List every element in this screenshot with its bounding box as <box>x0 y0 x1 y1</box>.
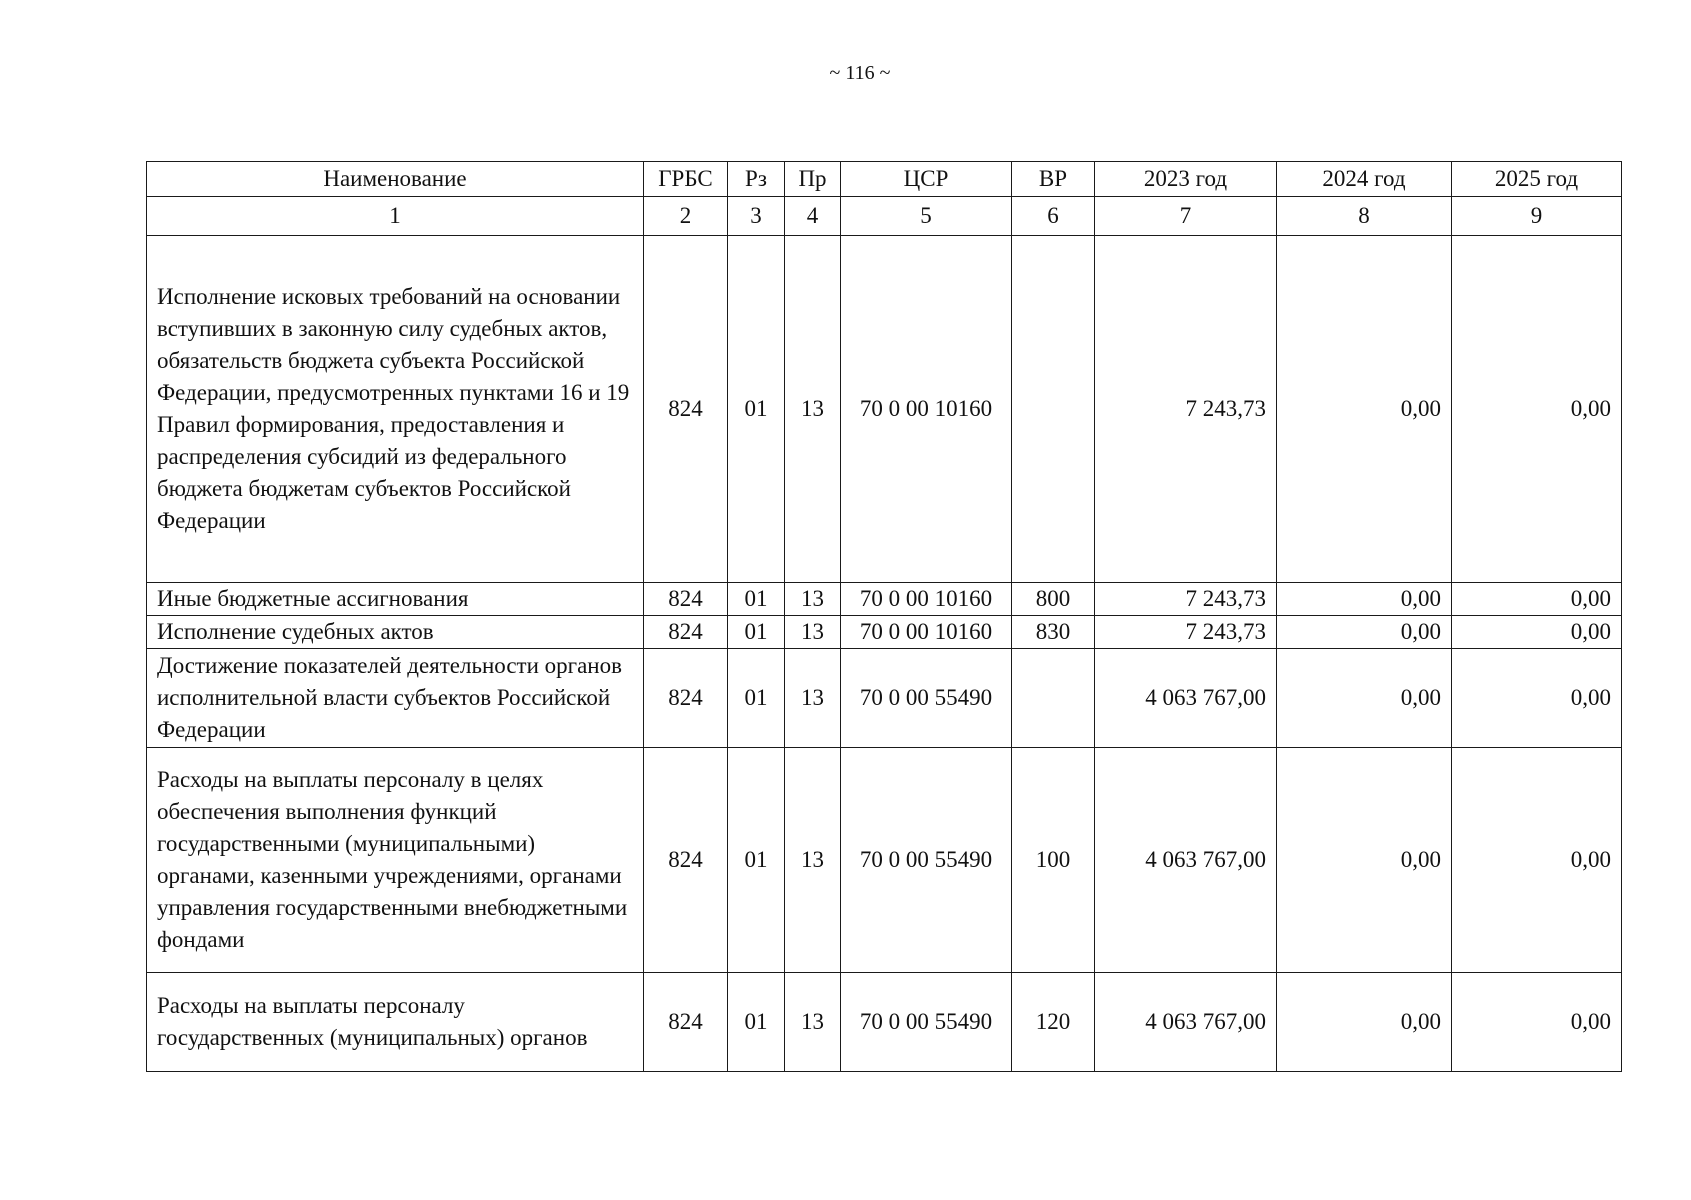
row-vr: 830 <box>1012 616 1095 649</box>
header-vr: ВР <box>1012 162 1095 197</box>
row-2025: 0,00 <box>1452 973 1622 1072</box>
header-pr: Пр <box>785 162 841 197</box>
row-csr: 70 0 00 55490 <box>841 649 1012 748</box>
column-number: 9 <box>1452 197 1622 236</box>
page-number: ~ 116 ~ <box>829 62 891 84</box>
header-2025: 2025 год <box>1452 162 1622 197</box>
row-csr: 70 0 00 10160 <box>841 616 1012 649</box>
row-2023: 7 243,73 <box>1095 236 1277 583</box>
row-name: Исполнение исковых требований на основании вступивших в законную силу судебных актов, обязательств бюджета субъекта Российской Федерации, предусмотренных пунктами 16 и 19 Правил формирования, предоставления и распределения субсидий из федерального бюджета бюджетам субъектов Российской Федерации <box>147 236 644 583</box>
row-2024: 0,00 <box>1277 236 1452 583</box>
row-csr: 70 0 00 10160 <box>841 583 1012 616</box>
column-number: 1 <box>147 197 644 236</box>
row-2024: 0,00 <box>1277 616 1452 649</box>
row-name: Расходы на выплаты персоналу в целях обеспечения выполнения функций государственными (муниципальными) органами, казенными учреждениями, органами управления государственными внебюджетными фондами <box>147 748 644 973</box>
column-number: 8 <box>1277 197 1452 236</box>
column-number: 4 <box>785 197 841 236</box>
column-number: 2 <box>644 197 728 236</box>
row-name: Расходы на выплаты персоналу государственных (муниципальных) органов <box>147 973 644 1072</box>
row-vr <box>1012 236 1095 583</box>
header-grbs: ГРБС <box>644 162 728 197</box>
row-grbs: 824 <box>644 583 728 616</box>
budget-table <box>146 161 1622 1072</box>
row-pr: 13 <box>785 649 841 748</box>
row-name: Достижение показателей деятельности органов исполнительной власти субъектов Российской Федерации <box>147 649 644 748</box>
column-number: 5 <box>841 197 1012 236</box>
header-rz: Рз <box>728 162 785 197</box>
row-2024: 0,00 <box>1277 973 1452 1072</box>
table-row <box>147 616 1622 649</box>
row-pr: 13 <box>785 748 841 973</box>
table-row <box>147 583 1622 616</box>
row-rz: 01 <box>728 649 785 748</box>
row-csr: 70 0 00 55490 <box>841 973 1012 1072</box>
table-header-row <box>147 162 1622 197</box>
row-pr: 13 <box>785 973 841 1072</box>
row-grbs: 824 <box>644 973 728 1072</box>
row-vr: 800 <box>1012 583 1095 616</box>
column-number: 7 <box>1095 197 1277 236</box>
row-2025: 0,00 <box>1452 236 1622 583</box>
header-csr: ЦСР <box>841 162 1012 197</box>
row-grbs: 824 <box>644 236 728 583</box>
header-2023: 2023 год <box>1095 162 1277 197</box>
row-2023: 4 063 767,00 <box>1095 649 1277 748</box>
row-rz: 01 <box>728 748 785 973</box>
row-rz: 01 <box>728 973 785 1072</box>
row-pr: 13 <box>785 616 841 649</box>
row-rz: 01 <box>728 236 785 583</box>
column-number-row <box>147 197 1622 236</box>
row-2025: 0,00 <box>1452 583 1622 616</box>
row-grbs: 824 <box>644 748 728 973</box>
header-2024: 2024 год <box>1277 162 1452 197</box>
row-grbs: 824 <box>644 649 728 748</box>
row-2023: 7 243,73 <box>1095 583 1277 616</box>
row-2025: 0,00 <box>1452 748 1622 973</box>
column-number: 6 <box>1012 197 1095 236</box>
row-name: Исполнение судебных актов <box>147 616 644 649</box>
row-2025: 0,00 <box>1452 616 1622 649</box>
table-row <box>147 649 1622 748</box>
row-vr <box>1012 649 1095 748</box>
row-2023: 4 063 767,00 <box>1095 973 1277 1072</box>
row-2024: 0,00 <box>1277 748 1452 973</box>
table-row <box>147 973 1622 1072</box>
row-2024: 0,00 <box>1277 649 1452 748</box>
column-number: 3 <box>728 197 785 236</box>
row-vr: 120 <box>1012 973 1095 1072</box>
row-vr: 100 <box>1012 748 1095 973</box>
row-pr: 13 <box>785 583 841 616</box>
table-row <box>147 236 1622 583</box>
header-name: Наименование <box>147 162 644 197</box>
row-pr: 13 <box>785 236 841 583</box>
row-rz: 01 <box>728 583 785 616</box>
table-row <box>147 748 1622 973</box>
row-2024: 0,00 <box>1277 583 1452 616</box>
row-csr: 70 0 00 55490 <box>841 748 1012 973</box>
row-2023: 4 063 767,00 <box>1095 748 1277 973</box>
row-grbs: 824 <box>644 616 728 649</box>
row-rz: 01 <box>728 616 785 649</box>
row-name: Иные бюджетные ассигнования <box>147 583 644 616</box>
row-2025: 0,00 <box>1452 649 1622 748</box>
row-csr: 70 0 00 10160 <box>841 236 1012 583</box>
row-2023: 7 243,73 <box>1095 616 1277 649</box>
